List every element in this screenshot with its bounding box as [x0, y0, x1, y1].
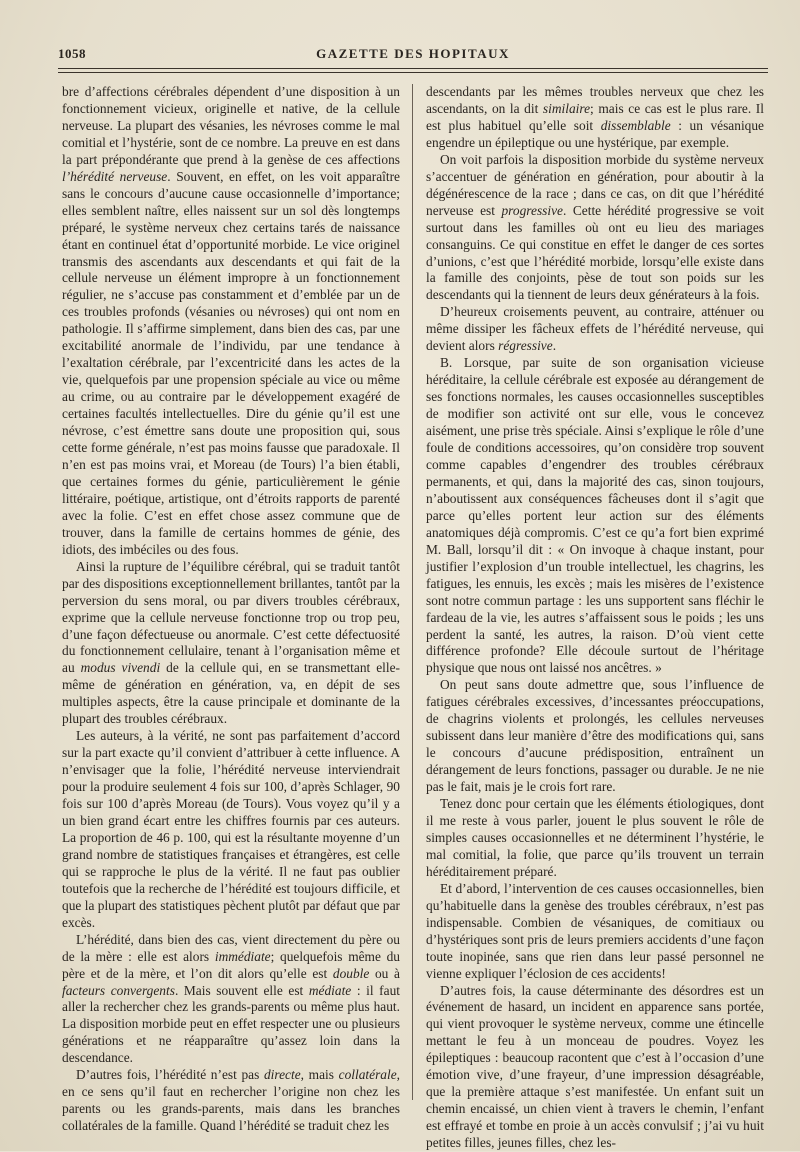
- italic-text: régressive: [498, 338, 553, 354]
- left-column: [62, 84, 400, 1135]
- text-run: , mais: [300, 1067, 339, 1083]
- text-run: : il faut aller la rechercher chez les grands-parents ou même plus haut. La disposition morbide peut en effet respecter une ou plusieurs générations et ne réapparaître qu’assez loin dans la descendance.: [62, 982, 400, 1066]
- text-run: , en ce sens qu’il faut en rechercher l’origine non chez les parents ou les grands-parents, mais dans les branches collatérales de la famille. Quand l’hérédité se traduit chez les: [62, 1067, 400, 1134]
- text-run: On peut sans doute admettre que, sous l’influence de fatigues cérébrales excessives, d’incessantes préoccupations, de chagrins violents et prolongés, les cellules nerveuses subissent dans leur manière d’être des modifications qui, sans le concours d’aucune prédisposition, entraînent un dérangement de leurs fonctions, passager ou durable. Je ne nie pas le fait, mais je le crois fort rare.: [426, 677, 764, 795]
- text-run: Les auteurs, à la vérité, ne sont pas parfaitement d’accord sur la part exacte qu’il convient d’attribuer à cette influence. A n’envisager que la folie, l’hérédité nerveuse interviendrait pour la produire seulement 4 fois sur 100, d’après Schlager, 90 fois sur 100 d’après Moreau (de Tours). Vous voyez qu’il y a un bien grand écart entre les chiffres fournis par ces auteurs. La proportion de 46 p. 100, qui est la résultante moyenne d’un grand nombre de statistiques françaises et étrangères, est celle qui se rapproche le plus de la vérité. Il ne faut pas oublier toutefois que la recherche de l’hérédité est toujours difficile, et que la plupart des statistiques pèchent plutôt par défaut que par excès.: [62, 728, 400, 930]
- header-rule-thin: [58, 72, 768, 73]
- text-run: . Souvent, en effet, on les voit apparaître sans le concours d’aucune cause occasionnelle d’importance; elles semblent naître, elles naissent sur un sol dès longtemps préparé, le système nerveux chez certains tarés de naissance étant en continuel état d’opportunité morbide. Le vice originel transmis des ascendants aux descendants et qui fait de la cellule nerveuse un élément impropre à un fonctionnement régulier, ne s’accuse pas constamment et d’emblée par un de ces troubles profonds (vésanies ou névroses) qui ont nom en pathologie. Il s’affirme simplement, dans bien des cas, par une excitabilité anormale de l’individu, par une tendance à l’exaltation cérébrale, par l’excentricité dans les actes de la vie, quelquefois par une propension spéciale au vice ou même au crime, ou au contraire par le développement exagéré de certaines facultés intellectuelles. Dire du génie qu’il est une névrose, c’est émettre sans doute une proposition qui, sous cette forme générale, n’est pas moins fausse que paradoxale. Il n’en est pas moins vrai, et Moreau (de Tours) l’a bien établi, que certaines formes du génie, particulièrement le génie littéraire, poétique, artistique, ont d’étroits rapports de parenté avec la folie. C’est en effet chose assez commune que de trouver, dans la famille de certains hommes de génie, des idiots, des imbéciles ou des fous.: [62, 168, 400, 557]
- italic-text: collatérale: [338, 1067, 397, 1083]
- text-run: On voit parfois la disposition morbide du système nerveux s’accentuer de génération en génération, pour aboutir à la dégénérescence de la race ; dans ce cas, on dit que l’hérédité nerveuse est: [426, 151, 764, 218]
- text-run: D’heureux croisements peuvent, au contraire, atténuer ou même dissiper les fâcheux effets de l’hérédité nerveuse, qui devient alors: [426, 304, 764, 354]
- text-run: descendants par les mêmes troubles nerveux que chez les ascendants, on la dit: [426, 84, 764, 116]
- italic-text: dissemblable: [600, 117, 671, 133]
- paragraph: [62, 1067, 400, 1135]
- text-run: .: [552, 338, 557, 354]
- text-run: ; mais ce cas est le plus rare. Il est plus habituel qu’elle soit: [426, 100, 764, 133]
- text-run: bre d’affections cérébrales dépendent d’une disposition à un fonctionnement vicieux, originelle et native, de la cellule nerveuse. La plupart des vésanies, les névroses comme le mal comitial et l’hystérie, sont de ce nombre. La preuve en est dans la part prépondérante que prend à la genèse de ces affections: [62, 84, 400, 167]
- italic-text: double: [332, 965, 370, 981]
- italic-text: immédiate: [214, 948, 271, 964]
- paragraph: [426, 881, 764, 983]
- page-number: 1058: [58, 46, 86, 61]
- text-run: . Mais souvent elle est: [174, 982, 309, 998]
- paragraph: [426, 355, 764, 677]
- text-run: Tenez donc pour certain que les éléments étiologiques, dont il me reste à vous parler, jouent le plus souvent le rôle de simples causes occasionnelles et ne déterminent l’hystérie, le mal comitial, la folie, que parce qu’ils trouvent un terrain héréditairement préparé.: [426, 796, 764, 879]
- header-rule-thick: [58, 68, 768, 69]
- paragraph: [426, 304, 764, 355]
- text-run: L’hérédité, dans bien des cas, vient directement du père ou de la mère : elle est alors: [62, 931, 400, 964]
- paragraph: [62, 932, 400, 1068]
- text-run: D’autres fois, l’hérédité n’est pas: [76, 1067, 264, 1083]
- text-run: de la cellule qui, en se transmettant elle-même de génération en génération, va, en dépit de ses multiples aspects, être la cause principale et dominante de la plupart des troubles cérébraux.: [62, 660, 400, 727]
- text-run: Et d’abord, l’intervention de ces causes occasionnelles, bien qu’habituelle dans la genèse des troubles cérébraux, n’est pas indispensable. Combien de vésaniques, de comitiaux ou d’hystériques sont pris de leurs premiers accidents d’une façon toute inopinée, sans que rien dans leur passé personnel ne vienne expliquer l’éclosion de ces accidents!: [426, 880, 764, 981]
- text-run: B. Lorsque, par suite de son organisation vicieuse héréditaire, la cellule cérébrale est exposée au dérangement de ses fonctions normales, les causes occasionnelles susceptibles de modifier son activité ont sur elle, vous le concevez aisément, une prise très spéciale. Ainsi s’explique le rôle d’une foule de conditions accessoires, qu’on considère trop souvent comme capables d’engendrer des troubles cérébraux permanents, et qui, dans la majorité des cas, sinon toujours, n’aboutissent aux conséquences fâcheuses dont il s’agit que parce qu’elles portent leur action sur des éléments anatomiques déjà compromis. C’est ce qu’a fort bien exprimé M. Ball, lorsqu’il dit : « On invoque à chaque instant, pour justifier l’explosion d’un trouble intellectuel, les chagrins, les fatigues, les ennuis, les excès ; mais les misères de l’existence sont notre commun partage : les uns supportent sans fléchir le fardeau de la vie, les autres s’affaissent sous le poids ; les uns perdent la santé, les autres, la raison. D’où vient cette différence profonde? Elle découle surtout de l’héritage physique que nous ont laissé nos ancêtres. »: [426, 355, 764, 676]
- paragraph: [426, 152, 764, 305]
- text-run: D’autres fois, la cause déterminante des désordres est un événement de hasard, un incident en apparence sans portée, qui vient provoquer le système nerveux, comme une étincelle mettant le feu à un monceau de poudres. Voyez les épileptiques : beaucoup racontent que c’est à l’occasion d’une émotion vive, d’une frayeur, d’une impression désagréable, que la première attaque s’est manifestée. Un enfant suit un chemin encaissé, un chien vient à travers le chemin, l’enfant est effrayé et tombe en proie à un accès convulsif ; j’ai vu huit petites filles, jeunes filles, chez les-: [426, 982, 764, 1151]
- text-run: : un vésanique engendre un épileptique ou une hystérique, par exemple.: [426, 117, 765, 150]
- column-divider: [412, 84, 413, 1100]
- italic-text: l’hérédité nerveuse: [62, 168, 168, 184]
- italic-text: progressive: [501, 202, 563, 218]
- running-header: [58, 46, 768, 68]
- paragraph: [426, 796, 764, 881]
- paragraph: [426, 677, 764, 796]
- italic-text: médiate: [308, 982, 352, 998]
- paragraph: [426, 983, 764, 1152]
- paragraph: [62, 84, 400, 559]
- italic-text: facteurs convergents: [62, 982, 175, 998]
- paragraph: [426, 84, 764, 152]
- right-column: [426, 84, 764, 1152]
- italic-text: directe: [263, 1067, 301, 1083]
- paragraph: [62, 728, 400, 931]
- text-run: ou à: [369, 965, 400, 981]
- paragraph: [62, 559, 400, 729]
- text-run: ; quelquefois même du père et de la mère, et l’on dit alors qu’elle est: [62, 948, 400, 981]
- text-run: Ainsi la rupture de l’équilibre cérébral, qui se traduit tantôt par des dispositions exceptionnellement brillantes, tantôt par la perversion du sens moral, ou par divers troubles cérébraux, exprime que la cellule nerveuse fonctionne trop ou trop peu, d’une façon défectueuse ou anormale. C’est cette défectuosité du fonctionnement cellulaire, tenant à l’organisation même et au: [62, 558, 400, 676]
- text-run: . Cette hérédité progressive se voit surtout dans les familles où ont eu lieu des mariages consanguins. Ce qui constitue en effet le danger de ces sortes d’unions, c’est que l’hérédité morbide, lorsqu’elle existe dans la famille des conjoints, pèse de tout son poids sur les descendants qui la tiennent de leurs deux générateurs à la fois.: [426, 202, 764, 303]
- italic-text: modus vivendi: [80, 660, 161, 676]
- italic-text: similaire: [542, 100, 591, 116]
- journal-title: GAZETTE DES HOPITAUX: [316, 46, 510, 61]
